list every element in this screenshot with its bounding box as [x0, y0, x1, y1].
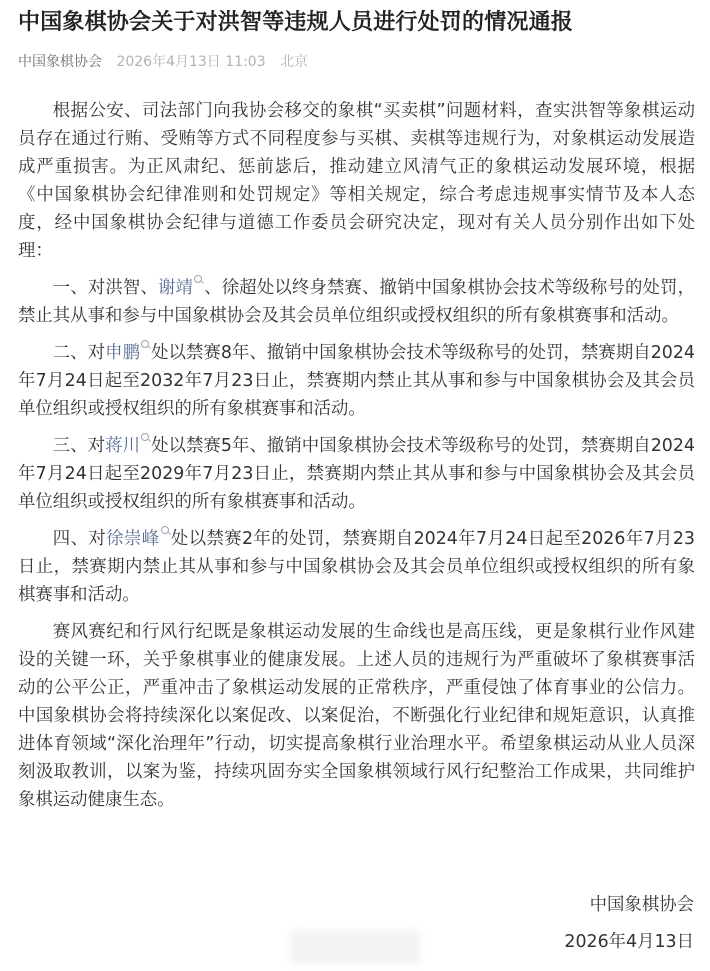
text: 处以禁赛2年的处罚，禁赛期自2024年7月24日起至2026年7月23日止，禁赛期内禁止其从事和参与中国象棋协会及其会员单位组织或授权组织的所有象棋赛事和活动。	[18, 529, 695, 605]
person-search-link[interactable]: 申鹏	[105, 343, 141, 363]
text: 一、对洪智、	[52, 278, 158, 298]
paragraph-conclusion: 赛风赛纪和行风行纪既是象棋运动发展的生命线也是高压线，更是象棋行业作风建设的关键一环，关乎象棋事业的健康发展。上述人员的违规行为严重破坏了象棋赛事活动的公平公正，严重冲击了象棋运动发展的正常秩序，严重侵蚀了体育事业的公信力。中国象棋协会将持续深化以案促改、以案促治，不断强化行业纪律和规矩意识，认真推进体育领域“深化治理年”行动，切实提高象棋行业治理水平。希望象棋运动从业人员深刻汲取教训，以案为鉴，持续巩固夯实全国象棋领域行风行纪整治工作成果，共同维护象棋运动健康生态。	[18, 622, 695, 810]
search-icon[interactable]	[141, 340, 149, 348]
paragraph-item-2	[18, 339, 695, 423]
blurred-watermark	[290, 930, 420, 964]
text: 处以禁赛5年、撤销中国象棋协会技术等级称号的处罚，禁赛期自2024年7月24日起至2029年7月23日止，禁赛期内禁止其从事和参与中国象棋协会及其会员单位组织或授权组织的所有象棋赛事和活动。	[18, 436, 695, 512]
paragraph-intro: 根据公安、司法部门向我协会移交的象棋“买卖棋”问题材料，查实洪智等象棋运动员存在通过行贿、受贿等方式不同程度参与买棋、卖棋等违规行为，对象棋运动发展造成严重损害。为正风肃纪、惩前毖后，推动建立风清气正的象棋运动发展环境，根据《中国象棋协会纪律准则和处罚规定》等相关规定，综合考虑违规事实情节及本人态度，经中国象棋协会纪律与道德工作委员会研究决定，现对有关人员分别作出如下处理：	[18, 101, 695, 261]
signature-org: 中国象棋协会	[589, 895, 694, 915]
search-icon[interactable]	[161, 526, 169, 534]
search-icon[interactable]	[194, 275, 202, 283]
author-link[interactable]: 中国象棋协会	[18, 54, 102, 70]
text: 处以禁赛8年、撤销中国象棋协会技术等级称号的处罚，禁赛期自2024年7月24日起至2032年7月23日止，禁赛期内禁止其从事和参与中国象棋协会及其会员单位组织或授权组织的所有象棋赛事和活动。	[18, 343, 695, 419]
paragraph-item-1	[18, 274, 695, 330]
text: 四、对	[52, 529, 107, 549]
person-search-link[interactable]: 徐崇峰	[106, 529, 160, 549]
text: 三、对	[52, 436, 106, 456]
article	[18, 0, 695, 823]
person-search-link[interactable]: 谢靖	[158, 278, 194, 298]
paragraph-item-4	[18, 525, 695, 609]
article-title: 中国象棋协会关于对洪智等违规人员进行处罚的情况通报	[18, 10, 574, 35]
article-meta	[18, 52, 695, 72]
person-search-link[interactable]: 蒋川	[105, 436, 141, 456]
publish-location: 北京	[280, 54, 309, 70]
signature-date: 2026年4月13日	[564, 932, 694, 952]
article-body	[18, 97, 695, 814]
paragraph-item-3	[18, 432, 695, 516]
search-icon[interactable]	[141, 433, 149, 441]
publish-time: 2026年4月13日 11:03	[116, 54, 266, 70]
text: 、徐超处以终身禁赛、撤销中国象棋协会技术等级称号的处罚，禁止其从事和参与中国象棋协会及其会员单位组织或授权组织的所有象棋赛事和活动。	[18, 278, 695, 326]
text: 二、对	[52, 343, 106, 363]
